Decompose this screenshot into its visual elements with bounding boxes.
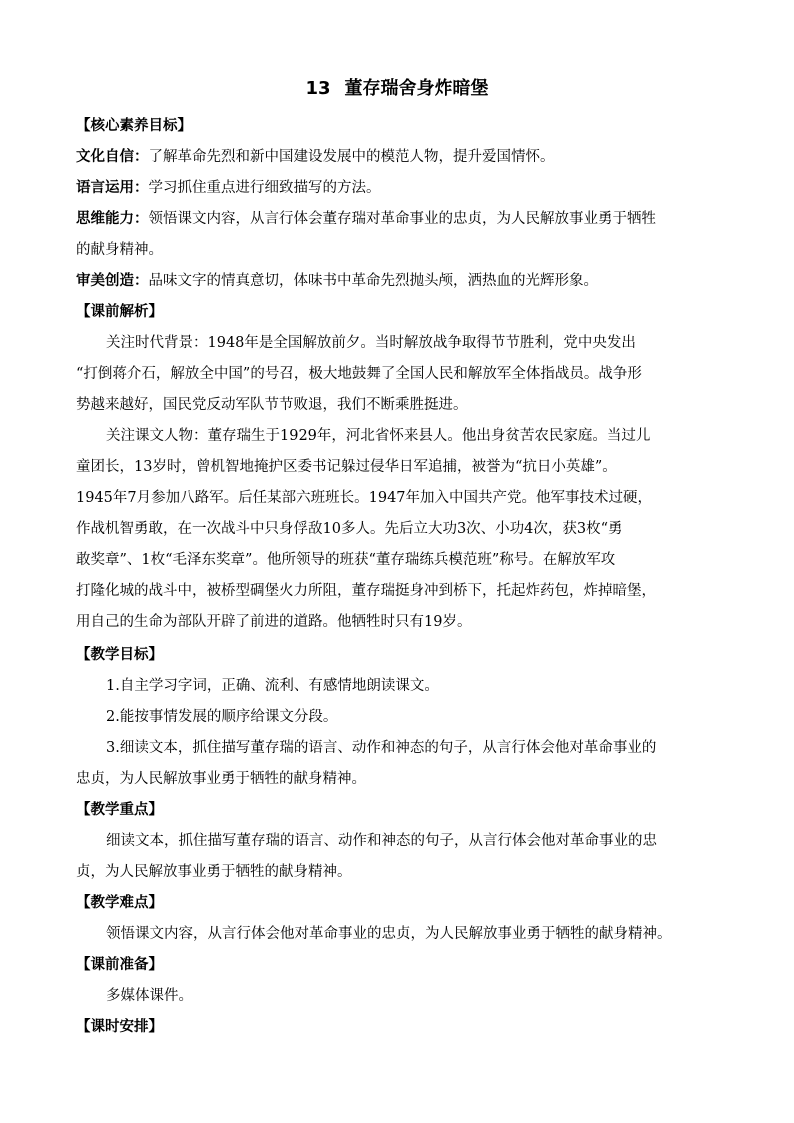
core-goal-item: 思维能力：领悟课文内容，从言行体会董存瑞对革命事业的忠贞，为人民解放事业勇于牺牲 [76,211,656,227]
paragraph-line: 细读文本，抓住描写董存瑞的语言、动作和神态的句子，从言行体会他对革命事业的忠 [106,833,657,849]
goal-item: 2.能按事情发展的顺序给课文分段。 [106,709,338,725]
paragraph-line: 童团长，13岁时，曾机智地掩护区委书记躲过侵华日军追捕，被誉为“抗日小英雄”。 [76,459,617,475]
paragraph-line: “打倒蒋介石，解放全中国”的号召，极大地鼓舞了全国人民和解放军全体指战员。战争形 [76,366,642,382]
section-heading-schedule: 【课时安排】 [76,1019,163,1035]
paragraph-line: 关注时代背景：1948年是全国解放前夕。当时解放战争取得节节胜利，党中央发出 [106,335,636,351]
paragraph-line: 领悟课文内容，从言行体会他对革命事业的忠贞，为人民解放事业勇于牺牲的献身精神。 [106,926,672,942]
goal-item-continued: 忠贞，为人民解放事业勇于牺牲的献身精神。 [76,771,366,787]
paragraph-line: 多媒体课件。 [106,988,193,1004]
section-heading-preparation: 【课前准备】 [76,957,163,973]
goal-item: 1.自主学习字词，正确、流利、有感情地朗读课文。 [106,678,439,694]
paragraph-line: 贞，为人民解放事业勇于牺牲的献身精神。 [76,864,352,880]
goal-item: 3.细读文本，抓住描写董存瑞的语言、动作和神态的句子，从言行体会他对革命事业的 [106,740,657,756]
paragraph-line: 作战机智勇敢，在一次战斗中只身俘敌10多人。先后立大功3次、小功4次，获3枚“勇 [76,521,623,537]
paragraph-line: 打隆化城的战斗中，被桥型碉堡火力所阻，董存瑞挺身冲到桥下，托起炸药包，炸掉暗堡， [76,583,656,599]
core-goal-item: 审美创造：品味文字的情真意切，体味书中革命先烈抛头颅，洒热血的光辉形象。 [76,273,598,289]
lesson-title: 董存瑞舍身炸暗堡 [344,78,489,99]
paragraph-line: 敢奖章”、1枚“毛泽东奖章”。他所领导的班获“董存瑞练兵模范班”称号。在解放军攻 [76,552,616,568]
section-heading-teaching-focus: 【教学重点】 [76,802,163,818]
section-heading-pre-analysis: 【课前解析】 [76,304,163,320]
paragraph-line: 用自己的生命为部队开辟了前进的道路。他牺牲时只有19岁。 [76,614,472,630]
section-heading-core-goals: 【核心素养目标】 [76,118,192,134]
paragraph-line: 关注课文人物：董存瑞生于1929年，河北省怀来县人。他出身贫苦农民家庭。当过儿 [106,428,651,444]
core-goal-item: 语言运用：学习抓住重点进行细致描写的方法。 [76,180,381,196]
core-goal-item-continued: 的献身精神。 [76,242,163,258]
section-heading-teaching-goals: 【教学目标】 [76,647,163,663]
section-heading-teaching-difficulty: 【教学难点】 [76,895,163,911]
paragraph-line: 1945年7月参加八路军。后任某部六班班长。1947年加入中国共产党。他军事技术过硬， [76,490,653,506]
core-goal-item: 文化自信：了解革命先烈和新中国建设发展中的模范人物，提升爱国情怀。 [76,149,555,165]
paragraph-line: 势越来越好，国民党反动军队节节败退，我们不断乘胜挺进。 [76,397,468,413]
lesson-number: 13 [305,78,331,99]
page-title [0,74,794,104]
